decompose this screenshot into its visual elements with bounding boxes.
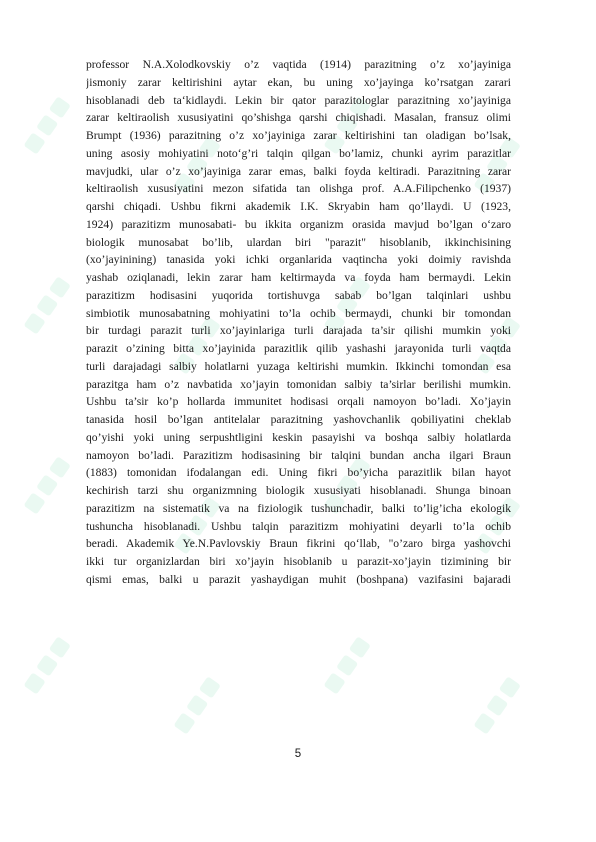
watermark-block [323, 672, 345, 694]
text-line: bir turdagi parazit turli xo’jayinlariga turli darajada ta’sir qilishi mumkin yoki [86, 324, 511, 338]
watermark-block [186, 694, 208, 716]
watermark-block [499, 676, 521, 698]
text-line: kechirish tarzi shu organizmning biologik xususiyati hisoblanadi. Shunga binoan [86, 484, 511, 497]
text-line: Ushbu ta’sir ko’p hollarda immunitet hodisasi orqali namoyon bo’ladi. Xo’jayin [86, 395, 511, 409]
text-line: turli darajadagi salbiy holatlarni yuzaga keltirishi mumkin. Ikkinchi tomondan esa [86, 359, 511, 373]
page-number: 5 [294, 748, 302, 760]
text-line: mavjudki, ular o’z xo’jayiniga zarar emas, balki foyda keltiradi. Parazitning zarar [86, 164, 511, 178]
watermark-block [173, 712, 195, 734]
text-line: professor N.A.Xolodkovskiy o’z vaqtida (1914) parazitning o’z xo’jayiniga [86, 58, 511, 71]
watermark-block [336, 654, 358, 676]
watermark-block [23, 312, 45, 334]
text-line: parazitizm hodisasini yuqorida tortishuvga sabab bo’lgan talqinlari ushbu [86, 288, 511, 302]
text-line: parazitizm na sistematik va na fiziologik tushunchadir, balki to’lig’icha ekologik [86, 501, 511, 515]
watermark-mark [23, 456, 71, 514]
watermark-block [473, 712, 495, 734]
text-line: (1883) tomonidan ifodalangan edi. Uning fikri bo’yicha parazitlik bilan hayot [86, 466, 511, 480]
watermark-mark [473, 676, 521, 734]
watermark-block [349, 636, 371, 658]
text-line: tushuncha hisoblanadi. Ushbu talqin parazitizm mohiyatini deyarli to’la ochib [86, 519, 511, 533]
text-line: parazitga ham o’z navbatida xo’jayin tomonidan salbiy ta’sirlar berilishi mumkin. [86, 377, 511, 391]
watermark-mark [173, 676, 221, 734]
watermark-block [36, 654, 58, 676]
text-line: Brumpt (1936) parazitning o’z xo’jayiniga zarar keltirishini tan oladigan bo’lsak, [86, 129, 511, 142]
text-line: hisoblanadi deb ta‘kidlaydi. Lekin bir qator parazitologlar parazitning xo’jayiniga [86, 93, 511, 107]
text-line: beradi. Akademik Ye.N.Pavlovskiy Braun fikrini qo‘llab, "o’zaro birga yashovchi [86, 537, 511, 551]
watermark-block [23, 672, 45, 694]
text-line: qo’yishi yoki uning serpushtligini keskin pasayishi va boshqa salbiy holatlarda [86, 430, 511, 444]
watermark-block [49, 276, 71, 298]
watermark-block [49, 636, 71, 658]
watermark-block [486, 694, 508, 716]
watermark-block [199, 676, 221, 698]
watermark-mark [23, 636, 71, 694]
text-line: simbiotik munosabatning mohiyatini to’la ochib bermaydi, chunki bir tomondan [86, 306, 511, 320]
text-line: uning asosiy mohiyatini noto‘g’ri talqin qilgan bo’lamiz, chunki ayrim parazitlar [86, 146, 511, 160]
text-line: keltiraolish xususiyatini mezon sifatida tan olishga prof. A.A.Filipchenko (1937) [86, 182, 511, 196]
watermark-block [49, 96, 71, 118]
text-line: qarshi chiqadi. Ushbu fikrni akademik I.K. Skryabin ham qo’llaydi. U (1923, [86, 200, 511, 213]
watermark-block [23, 492, 45, 514]
text-line: yashab oziqlanadi, lekin zarar ham keltirmayda va foyda ham bermaydi. Lekin [86, 271, 511, 284]
text-line: (xo’jayinining) tanasida yoki ichki organlarida vaqtincha yoki doimiy ravishda [86, 253, 511, 267]
text-line: tanasida hosil bo’lgan antitelalar parazitning yashovchanlik qobiliyatini cheklab [86, 413, 511, 426]
text-line: ikki tur organizlardan biri xo’jayin hisoblanib u parazit-xo’jayin tizimining bir [86, 555, 511, 568]
text-line: namoyon bo’ladi. Parazitizm hodisasining bir talqini bundan ancha ilgari Braun [86, 448, 511, 462]
text-line: 1924) parazitizm munosabati- bu ikkita organizm orasida mavjud bo’lgan o‘zaro [86, 217, 511, 231]
body-text [86, 56, 511, 589]
text-line: qismi emas, balki u parazit yashaydigan muhit (boshpana) vazifasini bajaradi [86, 572, 511, 586]
watermark-mark [23, 96, 71, 154]
watermark-mark [323, 636, 371, 694]
watermark-block [49, 456, 71, 478]
text-line: biologik munosabat bo’lib, ulardan biri "parazit" hisoblanib, ikkinchisining [86, 235, 511, 249]
watermark-mark [23, 276, 71, 334]
text-line: jismoniy zarar keltirishini aytar ekan, bu uning xo’jayinga ko’rsatgan zarari [86, 75, 511, 89]
watermark-block [36, 474, 58, 496]
watermark-block [23, 132, 45, 154]
watermark-block [36, 294, 58, 316]
text-line: parazit o’zining bitta xo’jayinida parazitlik qilib yashashi jarayonida turli vaqtda [86, 342, 511, 355]
watermark-block [36, 114, 58, 136]
text-line: zarar keltiraolish xususiyatini qo’shishga qarshi chiqishadi. Masalan, fransuz olimi [86, 111, 511, 125]
